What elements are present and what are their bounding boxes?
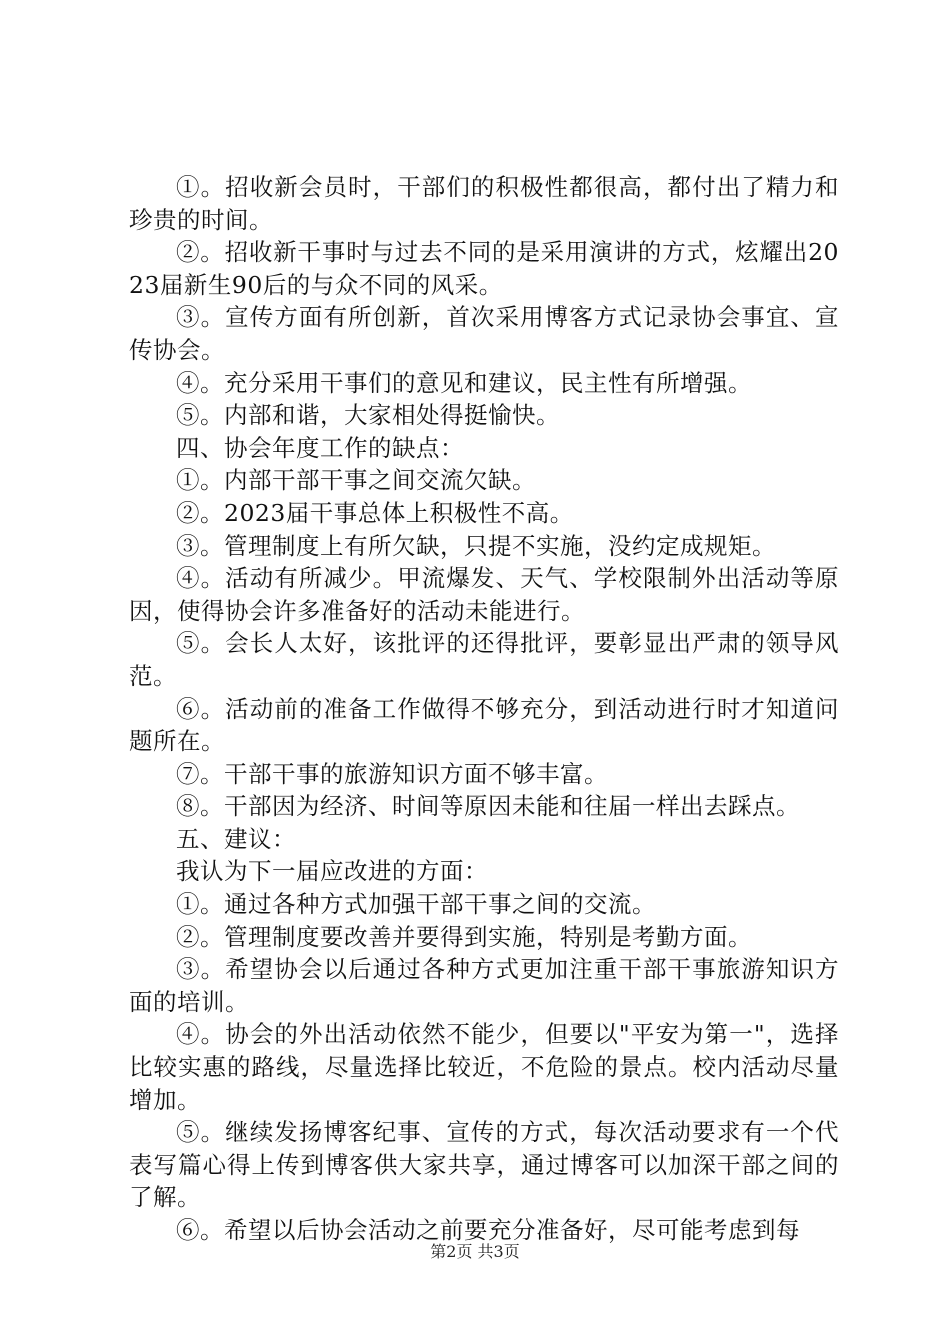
paragraph: ③。管理制度上有所欠缺，只提不实施，没约定成规矩。 (176, 531, 776, 560)
section-heading: 四、协会年度工作的缺点： (176, 433, 464, 462)
paragraph: ⑤。会长人太好，该批评的还得批评，要彰显出严肃的领导风范。 (129, 629, 839, 690)
paragraph: ①。内部干部干事之间交流欠缺。 (176, 466, 536, 495)
paragraph: ⑧。干部因为经济、时间等原因未能和往届一样出去踩点。 (176, 792, 800, 821)
paragraph: ⑤。继续发扬博客纪事、宣传的方式，每次活动要求有一个代表写篇心得上传到博客供大家共享，通过博客可以加深干部之间的了解。 (129, 1118, 839, 1212)
paragraph: ②。招收新干事时与过去不同的是采用演讲的方式，炫耀出2023届新生90后的与众不同的风采。 (129, 238, 839, 299)
page-footer: 第2页 共3页 (430, 1242, 520, 1261)
paragraph: ④。充分采用干事们的意见和建议，民主性有所增强。 (176, 368, 752, 397)
paragraph: ⑤。内部和谐，大家相处得挺愉快。 (176, 401, 560, 430)
section-heading: 五、建议： (176, 824, 296, 853)
paragraph: ③。希望协会以后通过各种方式更加注重干部干事旅游知识方面的培训。 (129, 955, 839, 1016)
paragraph: 我认为下一届应改进的方面： (176, 857, 488, 886)
paragraph: ⑦。干部干事的旅游知识方面不够丰富。 (176, 759, 608, 788)
paragraph: ⑥。希望以后协会活动之前要充分准备好，尽可能考虑到每 (176, 1216, 800, 1244)
paragraph: ⑥。活动前的准备工作做得不够充分，到活动进行时才知道问题所在。 (129, 694, 839, 756)
paragraph: ④。活动有所减少。甲流爆发、天气、学校限制外出活动等原因，使得协会许多准备好的活动未能进行。 (129, 564, 839, 625)
document-body (129, 171, 839, 1247)
paragraph: ④。协会的外出活动依然不能少，但要以"平安为第一"，选择比较实惠的路线，尽量选择比较近，不危险的景点。校内活动尽量增加。 (129, 1020, 839, 1114)
paragraph: ②。2023届干事总体上积极性不高。 (176, 498, 574, 527)
paragraph: ②。管理制度要改善并要得到实施，特别是考勤方面。 (176, 922, 752, 951)
paragraph: ①。招收新会员时，干部们的积极性都很高，都付出了精力和珍贵的时间。 (129, 173, 839, 234)
paragraph: ①。通过各种方式加强干部干事之间的交流。 (176, 890, 656, 919)
paragraph: ③。宣传方面有所创新，首次采用博客方式记录协会事宜、宣传协会。 (129, 303, 839, 364)
